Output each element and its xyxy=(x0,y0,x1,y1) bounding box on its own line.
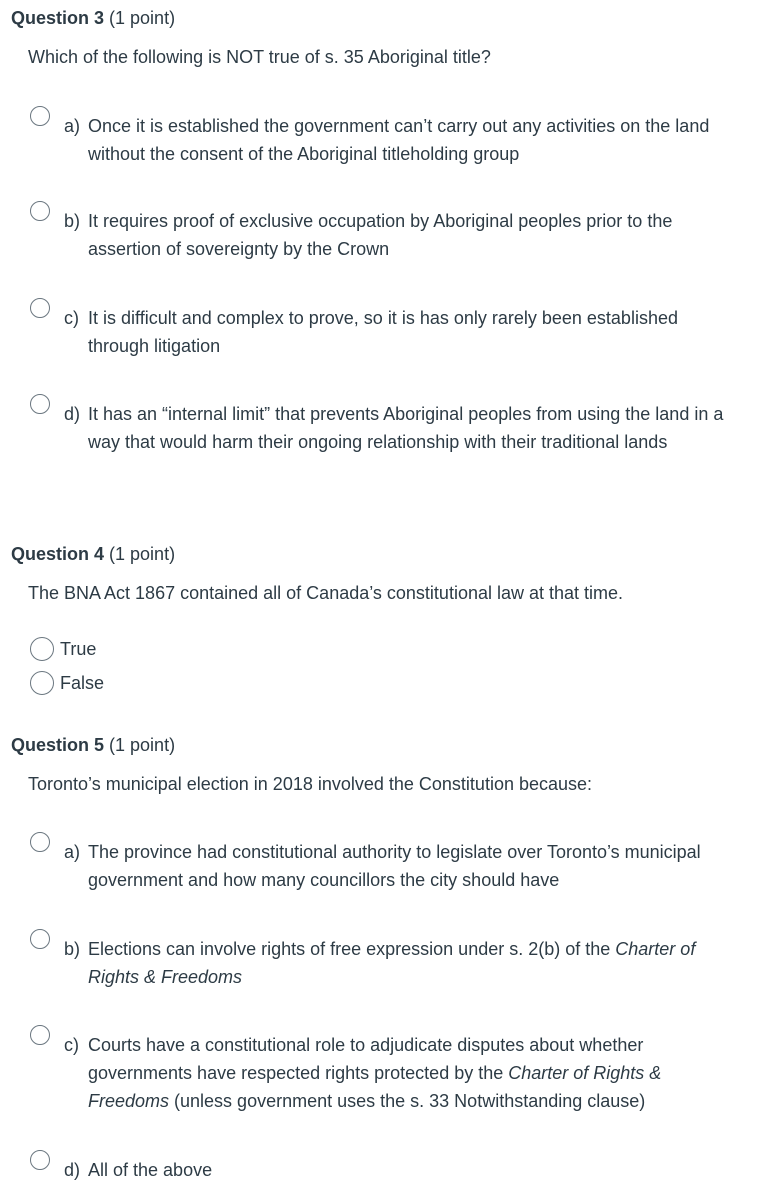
q5-option-b[interactable] xyxy=(30,935,747,991)
q4-option-true-radio[interactable] xyxy=(30,637,54,661)
q5-option-c-text xyxy=(88,1031,728,1115)
q3-option-a-text: Once it is established the government can’t carry out any activities on the land without the consent of the Aboriginal titleholding group xyxy=(88,116,710,164)
q3-option-a-letter: a) xyxy=(64,116,81,136)
question-3-header xyxy=(11,8,175,29)
question-5-title: Question 5 xyxy=(11,735,105,755)
question-5-header xyxy=(11,735,175,756)
q3-option-b-radio[interactable] xyxy=(30,201,50,221)
q5-option-d-letter: d) xyxy=(64,1160,81,1180)
q5-option-b-text xyxy=(88,935,728,991)
q5-option-a[interactable] xyxy=(30,838,747,894)
q5-option-c-letter: c) xyxy=(64,1035,79,1055)
q5-option-a-text: The province had constitutional authority to legislate over Toronto’s municipal government and how many councillors the city should have xyxy=(88,842,701,890)
q3-option-c[interactable] xyxy=(30,304,747,360)
q3-option-d-letter: d) xyxy=(64,404,81,424)
question-5-points: (1 point) xyxy=(109,735,176,755)
q5-option-d[interactable] xyxy=(30,1156,747,1184)
q5-option-b-text-italic: Charter of Rights & Freedoms xyxy=(88,939,696,987)
question-4-prompt: The BNA Act 1867 contained all of Canada’s constitutional law at that time. xyxy=(28,583,624,603)
q5-option-c-text-post: (unless government uses the s. 33 Notwithstanding clause) xyxy=(169,1091,646,1111)
question-4-title: Question 4 xyxy=(11,544,105,564)
q3-option-b-letter: b) xyxy=(64,211,81,231)
q5-option-c[interactable] xyxy=(30,1031,747,1115)
q5-option-c-text-italic: Charter of Rights & Freedoms xyxy=(88,1063,662,1111)
question-3-points: (1 point) xyxy=(109,8,176,28)
q3-option-a-radio[interactable] xyxy=(30,106,50,126)
q5-option-d-radio[interactable] xyxy=(30,1150,50,1170)
q3-option-c-radio[interactable] xyxy=(30,298,50,318)
question-4-header xyxy=(11,544,175,565)
question-4-points: (1 point) xyxy=(109,544,176,564)
q5-option-b-text-pre: Elections can involve rights of free expression under s. 2(b) of the xyxy=(88,939,616,959)
question-5-prompt: Toronto’s municipal election in 2018 involved the Constitution because: xyxy=(28,774,593,794)
q4-option-false[interactable] xyxy=(30,671,104,695)
q5-option-a-radio[interactable] xyxy=(30,832,50,852)
question-3-title: Question 3 xyxy=(11,8,105,28)
q3-option-c-letter: c) xyxy=(64,308,79,328)
q3-option-a[interactable] xyxy=(30,112,747,168)
q3-option-c-text: It is difficult and complex to prove, so it is has only rarely been established through litigation xyxy=(88,308,678,356)
q4-option-true[interactable] xyxy=(30,637,96,661)
q5-option-c-radio[interactable] xyxy=(30,1025,50,1045)
question-3-prompt: Which of the following is NOT true of s. 35 Aboriginal title? xyxy=(28,47,491,67)
q5-option-c-text-pre: Courts have a constitutional role to adjudicate disputes about whether governments have respected rights protected by the xyxy=(88,1035,644,1083)
q4-option-false-label: False xyxy=(60,672,105,693)
q3-option-d[interactable] xyxy=(30,400,747,456)
q3-option-b[interactable] xyxy=(30,207,747,263)
q5-option-b-letter: b) xyxy=(64,939,81,959)
q3-option-d-text: It has an “internal limit” that prevents Aboriginal peoples from using the land in a way that would harm their ongoing relationship with their traditional lands xyxy=(88,404,724,452)
q5-option-b-radio[interactable] xyxy=(30,929,50,949)
q3-option-d-radio[interactable] xyxy=(30,394,50,414)
q5-option-d-text: All of the above xyxy=(88,1160,213,1180)
q4-option-true-label: True xyxy=(60,638,97,659)
q4-option-false-radio[interactable] xyxy=(30,671,54,695)
q5-option-a-letter: a) xyxy=(64,842,81,862)
q3-option-b-text: It requires proof of exclusive occupation by Aboriginal peoples prior to the assertion of sovereignty by the Crown xyxy=(88,211,673,259)
